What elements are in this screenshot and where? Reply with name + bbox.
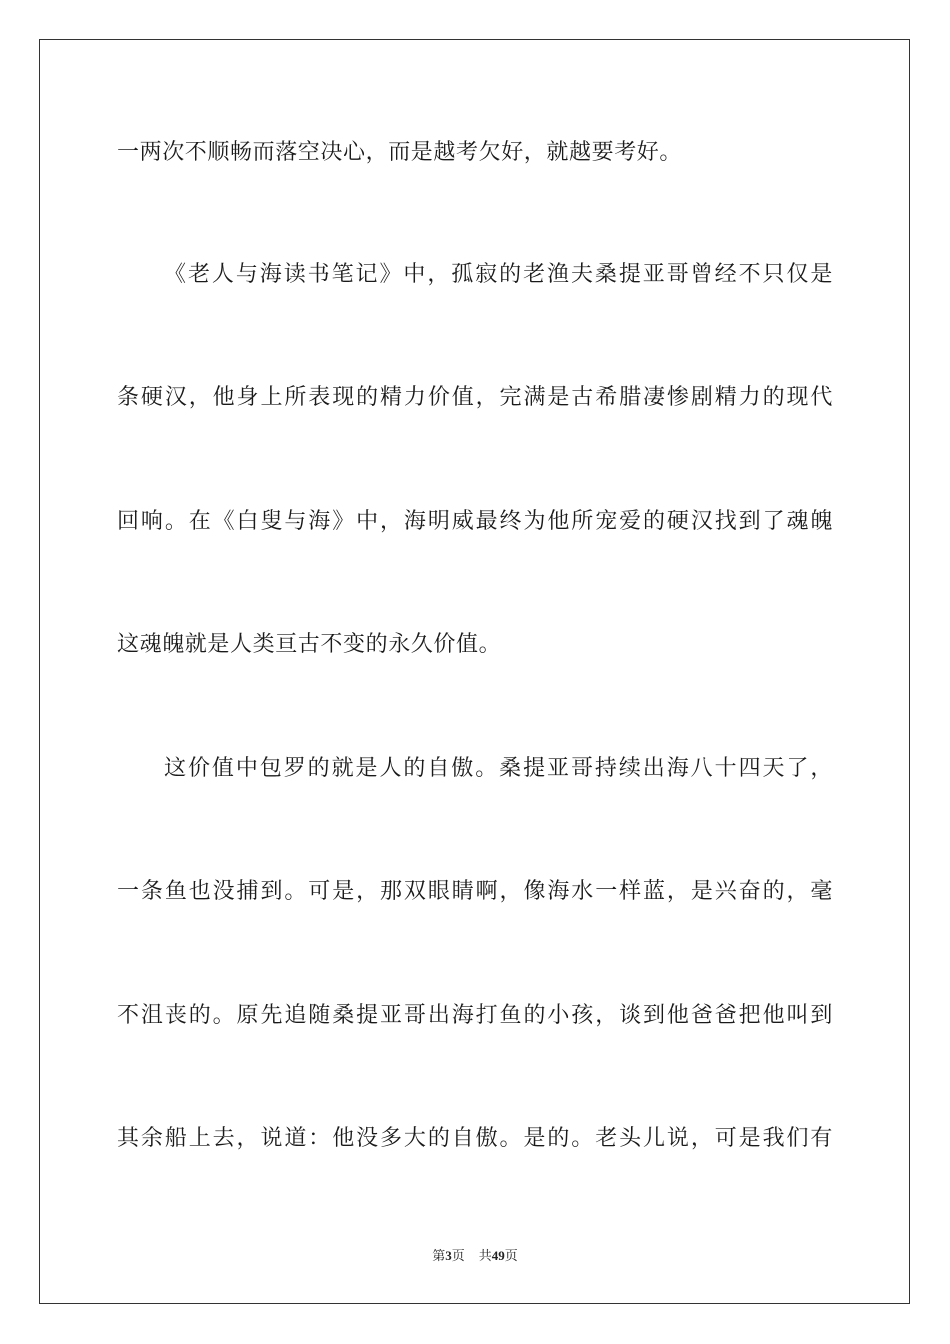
total-prefix: 共 bbox=[478, 1248, 492, 1263]
page-footer bbox=[0, 1247, 950, 1265]
text-line: 回响。在《白叟与海》中，海明威最终为他所宠爱的硬汉找到了魂魄 bbox=[117, 509, 833, 534]
text-line: 一条鱼也没捕到。可是，那双眼睛啊，像海水一样蓝，是兴奋的，毫 bbox=[117, 879, 833, 904]
paragraph-first-line: 《老人与海读书笔记》中，孤寂的老渔夫桑提亚哥曾经不只仅是 bbox=[164, 262, 833, 287]
text-line: 条硬汉，他身上所表现的精力价值，完满是古希腊凄惨剧精力的现代 bbox=[117, 385, 833, 410]
page-border bbox=[39, 39, 910, 1304]
total-suffix: 页 bbox=[504, 1248, 518, 1263]
text-line: 这魂魄就是人类亘古不变的永久价值。 bbox=[117, 632, 502, 657]
page-number: 3 bbox=[445, 1248, 452, 1263]
page-suffix: 页 bbox=[451, 1248, 465, 1263]
text-line: 其余船上去，说道：他没多大的自傲。是的。老头儿说，可是我们有 bbox=[117, 1126, 833, 1151]
page-prefix: 第 bbox=[432, 1248, 446, 1263]
text-line: 不沮丧的。原先追随桑提亚哥出海打鱼的小孩，谈到他爸爸把他叫到 bbox=[117, 1003, 833, 1028]
total-pages: 49 bbox=[491, 1248, 505, 1263]
paragraph-first-line: 这价值中包罗的就是人的自傲。桑提亚哥持续出海八十四天了， bbox=[164, 756, 833, 781]
text-line: 一两次不顺畅而落空决心，而是越考欠好，就越要考好。 bbox=[117, 140, 683, 165]
